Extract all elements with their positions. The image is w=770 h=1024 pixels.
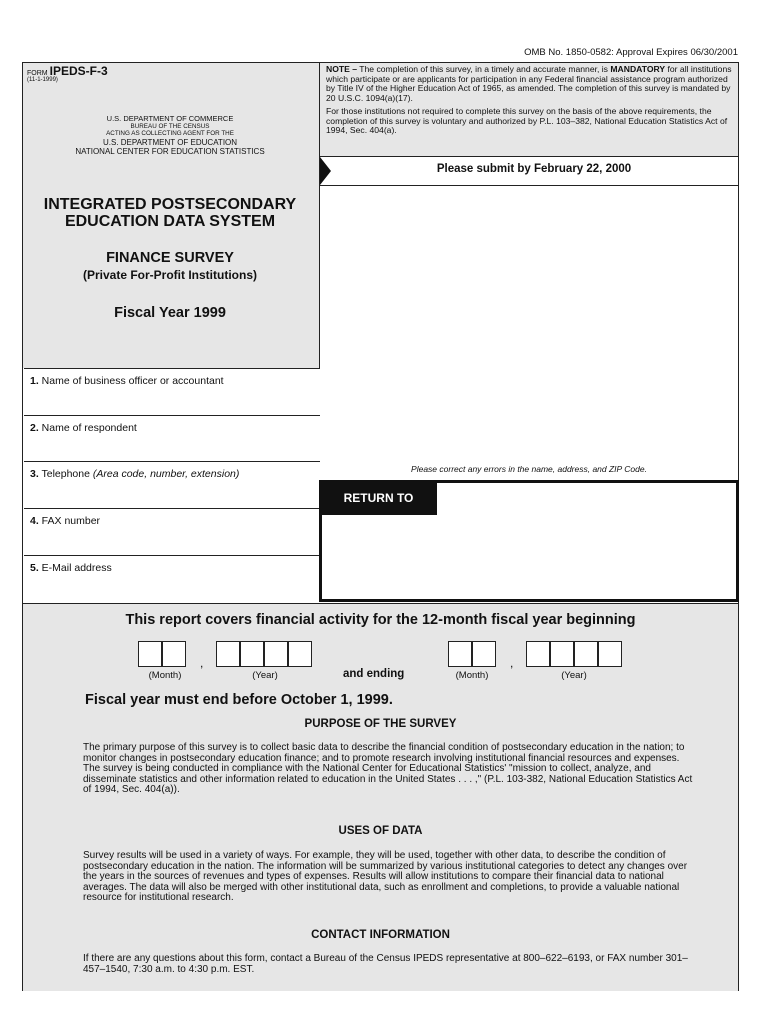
uses-heading: USES OF DATA: [338, 825, 423, 837]
field-email[interactable]: 5. E-Mail address: [24, 555, 320, 603]
contact-heading: CONTACT INFORMATION: [311, 929, 450, 941]
agency-commerce: U.S. DEPARTMENT OF COMMERCE: [106, 114, 234, 123]
correct-note: Please correct any errors in the name, address, and ZIP Code.: [411, 464, 647, 474]
omb-number: OMB No. 1850-0582: Approval Expires 06/30/2001: [524, 47, 738, 58]
survey-subtitle: (Private For-Profit Institutions): [83, 268, 257, 282]
begin-comma: ,: [200, 656, 204, 670]
end-month-caption: (Month): [455, 670, 489, 681]
return-to-label: RETURN TO: [320, 481, 437, 515]
begin-month-digit2[interactable]: [162, 641, 186, 667]
end-month-digit1[interactable]: [448, 641, 472, 667]
agency-nces: NATIONAL CENTER FOR EDUCATION STATISTICS: [75, 147, 265, 156]
agency-census: BUREAU OF THE CENSUS: [130, 123, 210, 130]
field-business-officer[interactable]: 1. Name of business officer or accountant: [24, 368, 320, 415]
submit-rule: [320, 185, 738, 186]
begin-year-digit4[interactable]: [288, 641, 312, 667]
purpose-heading: PURPOSE OF THE SURVEY: [304, 718, 457, 730]
title-line2: EDUCATION DATA SYSTEM: [64, 213, 276, 230]
agency-collecting: ACTING AS COLLECTING AGENT FOR THE: [106, 130, 234, 137]
end-year-digit3[interactable]: [574, 641, 598, 667]
field-fax[interactable]: 4. FAX number: [24, 508, 320, 555]
note-text: NOTE – The completion of this survey, in a timely and accurate manner, is MANDATORY for all institutions which participate or are applicants for participation in any Federal financial assistance program authorized by Title IV of the Higher Education Act of 1965, as amended. The completion of this survey is mandated by 20 U.S.C. 1094(a)(17). For those institutions not required to complete this survey on the basis of the above requirements, the completion of this survey is voluntary and authorized by P.L. 103–382, National Education Statistics Act of 1994, Sec. 404(a).: [326, 64, 732, 136]
end-year-digit2[interactable]: [550, 641, 574, 667]
end-year-digit4[interactable]: [598, 641, 622, 667]
begin-year-digit1[interactable]: [216, 641, 240, 667]
begin-month-digit1[interactable]: [138, 641, 162, 667]
form-id: FORM IPEDS-F-3: [27, 64, 108, 78]
submit-arrow: [320, 157, 331, 185]
fiscal-deadline: Fiscal year must end before October 1, 1999.: [85, 692, 393, 708]
fiscal-heading: This report covers financial activity for the 12-month fiscal year beginning: [125, 612, 636, 628]
uses-text: Survey results will be used in a variety of ways. For example, they will be used, together with other data, to describe the condition of postsecondary education in the nation. The information will be summarized by various institutional categories to detect any changes over the years in the sources of revenues and types of expenses. Results will allow institutions to compare their financial data to national averages. The data will also be merged with other institutional data, such as enrollment and completions, to provide a valuable national resource for institutional research.: [83, 850, 688, 904]
end-year-digit1[interactable]: [526, 641, 550, 667]
fiscal-year-title: Fiscal Year 1999: [114, 305, 226, 321]
survey-title: FINANCE SURVEY: [106, 250, 234, 266]
and-ending-label: and ending: [343, 668, 405, 680]
submit-banner: Please submit by February 22, 2000: [436, 163, 632, 175]
end-month-digit2[interactable]: [472, 641, 496, 667]
begin-year-digit3[interactable]: [264, 641, 288, 667]
contact-text: If there are any questions about this form, contact a Bureau of the Census IPEDS representative at 800–622–6193, or FAX number 301–457–1540, 7:30 a.m. to 4:30 p.m. EST.: [83, 953, 688, 975]
field-respondent[interactable]: 2. Name of respondent: [24, 415, 320, 461]
form-date: (11-1-1999): [27, 77, 58, 83]
title-line1: INTEGRATED POSTSECONDARY: [43, 196, 297, 213]
agency-education: U.S. DEPARTMENT OF EDUCATION: [102, 138, 238, 147]
end-comma: ,: [510, 656, 514, 670]
field-telephone[interactable]: 3. Telephone (Area code, number, extension): [24, 461, 320, 508]
end-year-caption: (Year): [561, 670, 587, 681]
purpose-text: The primary purpose of this survey is to collect basic data to describe the financial condition of postsecondary education in the nation; to monitor changes in postsecondary education finance; and to promote research involving institutional financial resources and expenses. The survey is being conducted in compliance with the National Center for Educational Statistics' "mission to collect, analyze, and disseminate statistics and other information related to education in the United States . . . ," (P.L. 103-382, National Education Statistics Act of 1994, Sec. 404(a)).: [83, 742, 693, 796]
begin-year-digit2[interactable]: [240, 641, 264, 667]
begin-year-caption: (Year): [252, 670, 278, 681]
begin-month-caption: (Month): [148, 670, 182, 681]
